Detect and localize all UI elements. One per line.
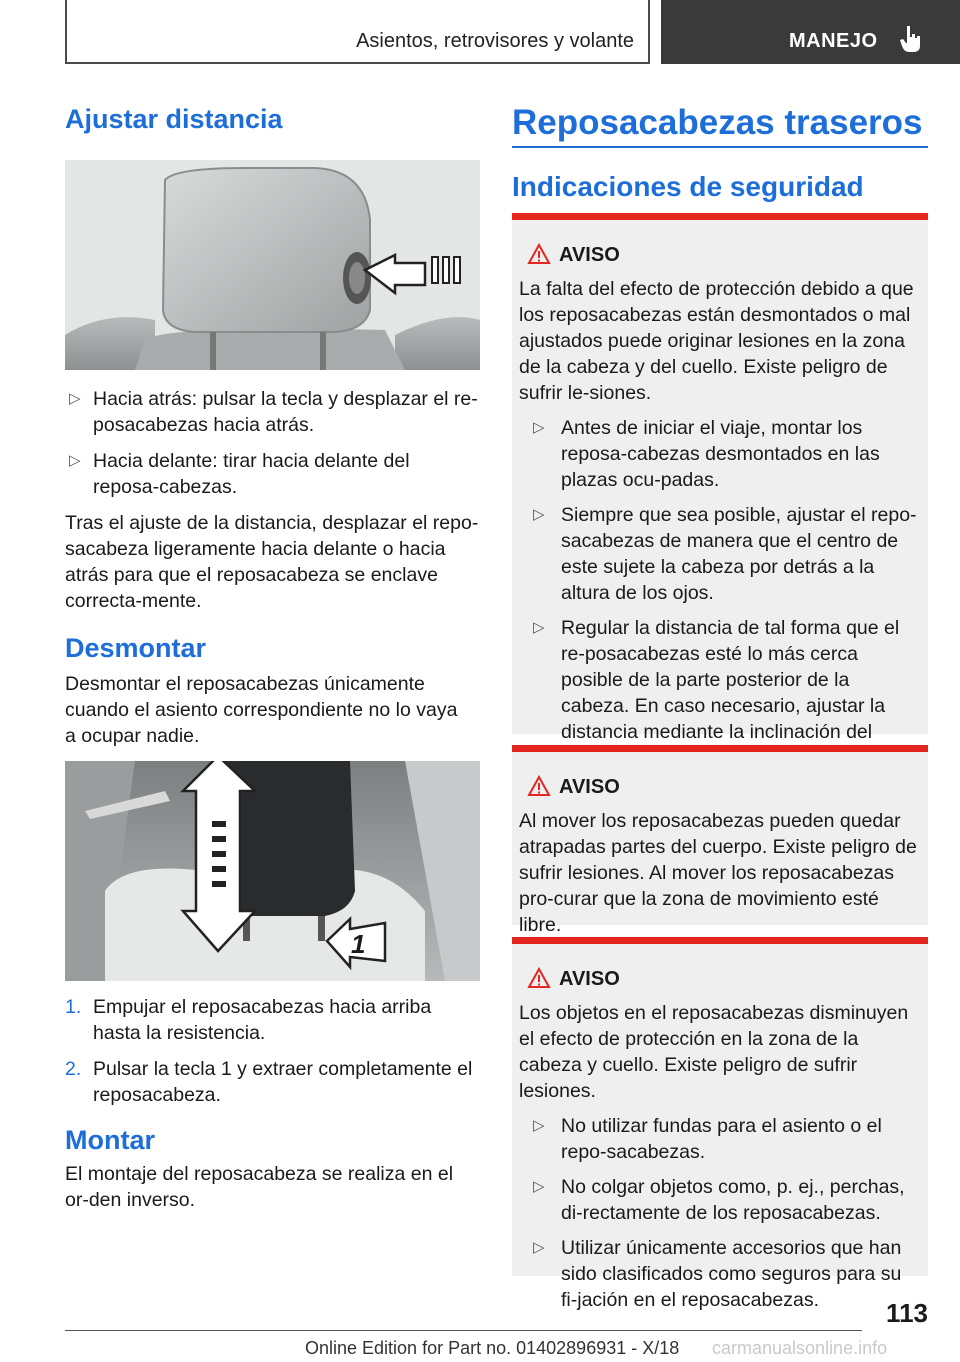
- warning-triangle-icon: [527, 967, 551, 989]
- warning-text: Los objetos en el reposacabezas disminuyen el efecto de protección en la zona de la cabeza y cuello. Existe peligro de sufrir lesiones.: [519, 1002, 909, 1102]
- warning-title: AVISO: [519, 242, 920, 268]
- list-item: ▷ Antes de iniciar el viaje, montar los reposa-cabezas desmontados en las plazas ocu-padas.: [533, 417, 880, 491]
- header-chapter-tab: [661, 0, 960, 64]
- warning-title: AVISO: [519, 774, 920, 800]
- warning-triangle-icon: [527, 775, 551, 797]
- footer-watermark: carmanualsonline.info: [712, 1338, 888, 1358]
- headrest-remove-image: [65, 761, 480, 981]
- heading-mount: Montar: [65, 1125, 155, 1155]
- list-item: ▷ Siempre que sea posible, ajustar el repo-sacabezas de manera que el centro de este sujete la cabeza por detrás a la altura de los ojos.: [533, 504, 917, 604]
- heading-divider: [512, 146, 928, 148]
- header-section-tab: [65, 0, 650, 64]
- header-section-title: Asientos, retrovisores y volante: [356, 30, 634, 52]
- footer-edition: Online Edition for Part no. 01402896931 - X/18: [305, 1338, 680, 1358]
- warning-box: [512, 937, 928, 1311]
- heading-safety: Indicaciones de seguridad: [512, 171, 864, 202]
- step-item: 1. Empujar el reposacabezas hacia arriba hasta la resistencia.: [65, 996, 432, 1044]
- warning-box: [512, 213, 928, 743]
- heading-adjust-distance: Ajustar distancia: [65, 104, 283, 134]
- warning-title: AVISO: [519, 966, 920, 992]
- warning-text: La falta del efecto de protección debido a que los reposacabezas están desmontados o mal ajustados puede originar lesiones en la zona de la cabeza y del cuello. Existe peligro de sufrir le-siones.: [519, 278, 914, 404]
- list-item: ▷ Hacia atrás: pulsar la tecla y desplazar el re-posacabezas hacia atrás.: [69, 388, 478, 436]
- list-item: ▷ No utilizar fundas para el asiento o el repo-sacabezas.: [533, 1115, 882, 1163]
- warning-box: [512, 745, 928, 936]
- mount-paragraph: El montaje del reposacabeza se realiza en el or-den inverso.: [65, 1163, 454, 1211]
- headrest-adjust-image: [65, 160, 480, 370]
- warning-triangle-icon: [527, 243, 551, 265]
- heading-remove: Desmontar: [65, 633, 207, 663]
- footer-divider: [65, 1330, 862, 1331]
- list-item: ▷ Utilizar únicamente accesorios que han sido clasificados como seguros para su fi-jación en el reposacabezas.: [533, 1237, 902, 1311]
- list-item: ▷ Hacia delante: tirar hacia delante del reposa-cabezas.: [69, 450, 410, 498]
- remove-paragraph: Desmontar el reposacabezas únicamente cuando el asiento correspondiente no lo vaya a ocupar nadie.: [65, 673, 458, 747]
- hand-pointer-icon: [898, 24, 924, 54]
- warning-text: Al mover los reposacabezas pueden quedar atrapadas partes del cuerpo. Existe peligro de sufrir lesiones. Al mover los reposacabezas pro-curar que la zona de movimiento esté libre.: [519, 810, 917, 936]
- list-item: ▷ No colgar objetos como, p. ej., perchas, di-rectamente de los reposacabezas.: [533, 1176, 905, 1224]
- heading-rear-headrests: Reposacabezas traseros: [512, 103, 923, 142]
- image-callout-1: 1: [351, 929, 366, 959]
- step-item: 2. Pulsar la tecla 1 y extraer completamente el reposacabeza.: [65, 1058, 473, 1106]
- page-number: 113: [886, 1298, 928, 1328]
- list-item: ▷ Regular la distancia de tal forma que el re-posacabezas esté lo más cerca posible de la parte posterior de la cabeza. En caso necesario, ajustar la distancia mediante la inclinación del: [533, 617, 900, 743]
- header-chapter-title: MANEJO: [789, 30, 878, 52]
- adjust-paragraph: Tras el ajuste de la distancia, desplazar el repo-sacabeza ligeramente hacia delante o hacia atrás para que el reposacabeza se enclave correcta-mente.: [65, 512, 479, 612]
